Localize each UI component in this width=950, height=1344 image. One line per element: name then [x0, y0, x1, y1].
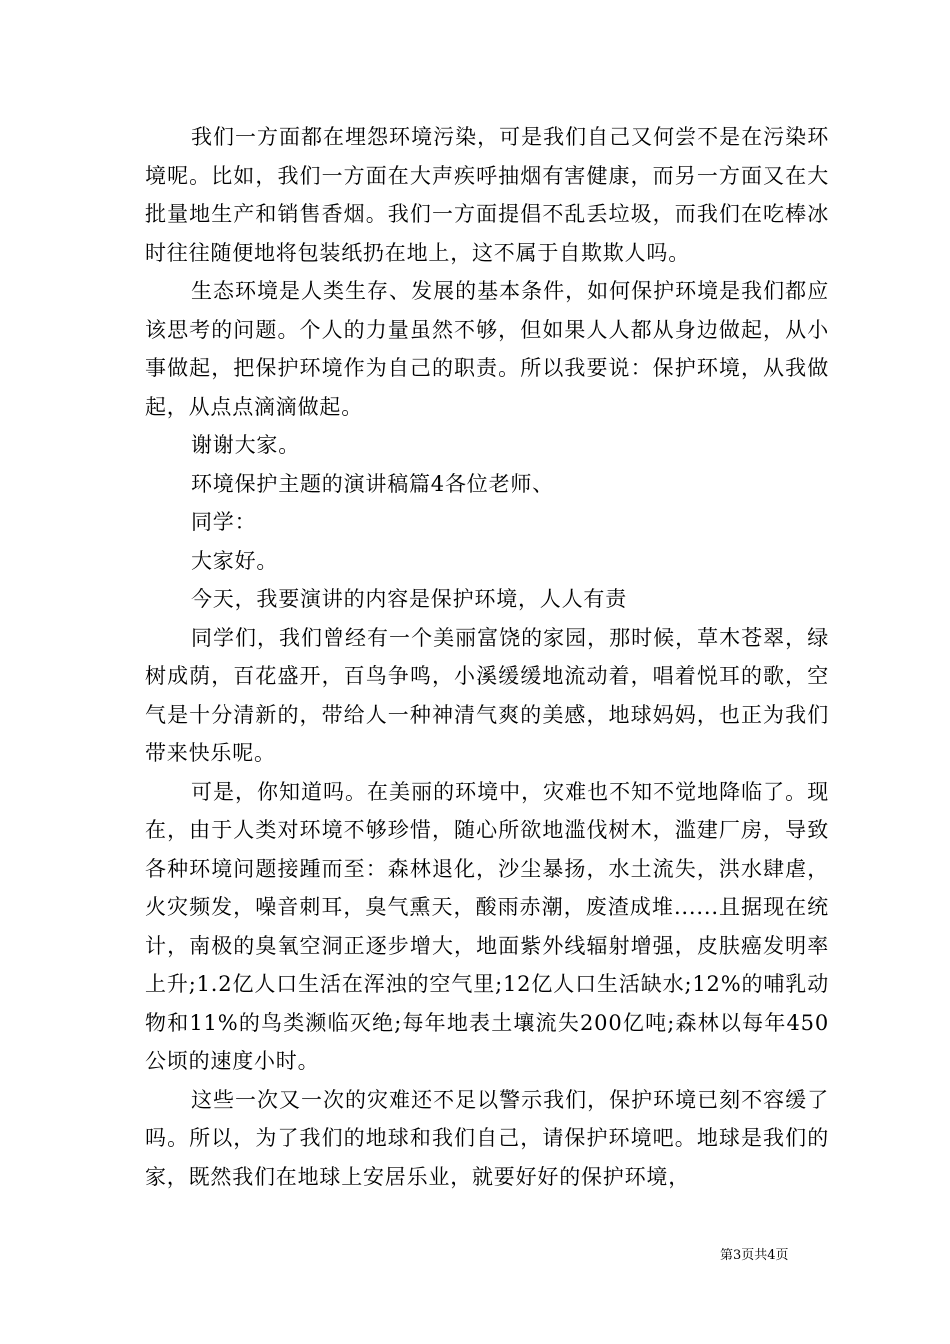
paragraph-greeting: 大家好。: [191, 548, 279, 573]
paragraph-ecology-responsibility: 生态环境是人类生存、发展的基本条件，如何保护环境是我们都应该思考的问题。个人的力量虽然不够，但如果人人都从身边做起，从小事做起，把保护环境作为自己的职责。所以我要说：保护环境，从我做起，从点点滴滴做起。: [145, 279, 829, 419]
paragraph-disasters: 可是，你知道吗。在美丽的环境中，灾难也不知不觉地降临了。现在，由于人类对环境不够珍惜，随心所欲地滥伐树木，滥建厂房，导致各种环境问题接踵而至：森林退化，沙尘暴扬，水土流失，洪水肆虐，火灾频发，噪音刺耳，臭气熏天，酸雨赤潮，废渣成堆......且据现在统计，南极的臭氧空洞正逐步增大，地面紫外线辐射增强，皮肤癌发明率上升;1.2亿人口生活在浑浊的空气里;12亿人口生活缺水;12%的哺乳动物和11%的鸟类濒临灭绝;每年地表土壤流失200亿吨;森林以每年450公顷的速度小时。: [145, 779, 829, 1073]
page-number-footer: 第3页共4页: [720, 1248, 789, 1263]
paragraph-salutation-students: 同学：: [191, 510, 257, 534]
paragraph-topic: 今天，我要演讲的内容是保护环境，人人有责: [191, 587, 627, 611]
document-body: [145, 118, 829, 1196]
paragraph-thanks: 谢谢大家。: [191, 433, 300, 457]
paragraph-speech-4-heading: 环境保护主题的演讲稿篇4各位老师、: [191, 471, 554, 496]
paragraph-call-to-action: 这些一次又一次的灾难还不足以警示我们，保护环境已刻不容缓了吗。所以，为了我们的地球和我们自己，请保护环境吧。地球是我们的家，既然我们在地球上安居乐业，就要好好的保护环境，: [145, 1087, 829, 1189]
paragraph-pollution-hypocrisy: 我们一方面都在埋怨环境污染，可是我们自己又何尝不是在污染环境呢。比如，我们一方面在大声疾呼抽烟有害健康，而另一方面又在大批量地生产和销售香烟。我们一方面提倡不乱丢垃圾，而我们在吃棒冰时往往随便地将包装纸扔在地上，这不属于自欺欺人吗。: [145, 125, 829, 265]
paragraph-beautiful-home: 同学们，我们曾经有一个美丽富饶的家园，那时候，草木苍翠，绿树成荫，百花盛开，百鸟争鸣，小溪缓缓地流动着，唱着悦耳的歌，空气是十分清新的，带给人一种神清气爽的美感，地球妈妈，也正为我们带来快乐呢。: [145, 625, 829, 765]
